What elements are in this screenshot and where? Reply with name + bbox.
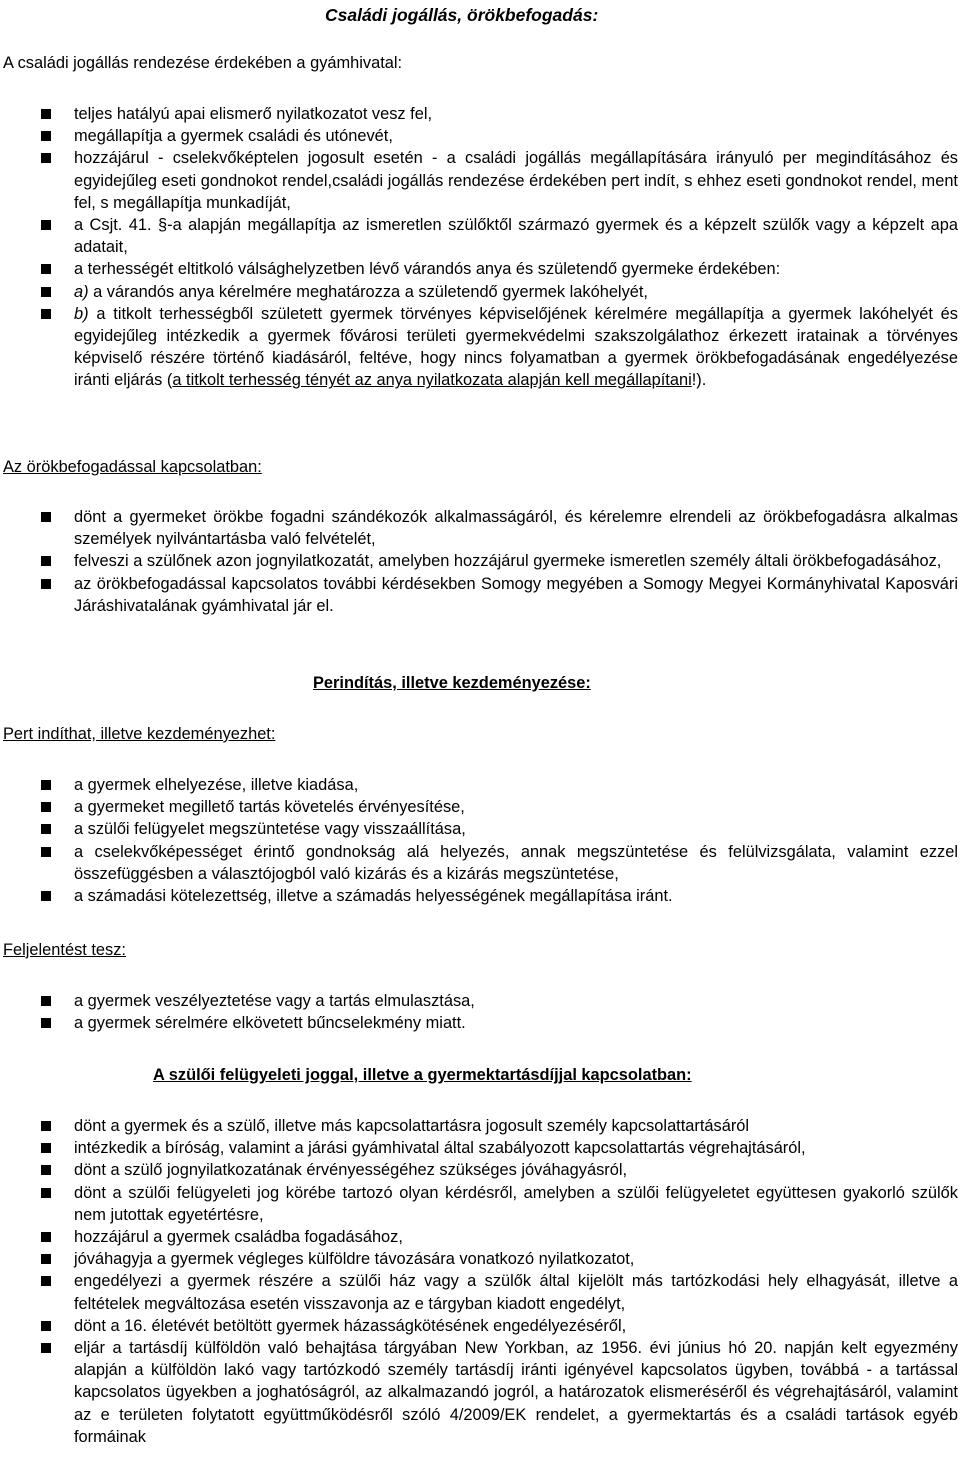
list-item bbox=[0, 1337, 960, 1448]
list-item-text: felveszi a szülőnek azon jognyilatkozatát, amelyben hozzájárul gyermeke ismeretlen személy általi örökbefogadásához, bbox=[74, 552, 942, 571]
bullet-icon bbox=[41, 1018, 51, 1028]
bullet-icon bbox=[41, 264, 51, 274]
section5-title: A szülői felügyeleti joggal, illetve a gyermektartásdíjjal kapcsolatban: bbox=[153, 1066, 692, 1084]
list-item-text: megállapítja a gyermek családi és utónevét, bbox=[74, 127, 393, 146]
bullet-icon bbox=[41, 847, 51, 857]
section3-title: Perindítás, illetve kezdeményezése: bbox=[313, 674, 591, 692]
list-item-text: dönt a 16. életévét betöltött gyermek házasságkötésének engedélyezéséről, bbox=[74, 1316, 627, 1335]
list-item bbox=[0, 990, 960, 1012]
list-item-text: a titkolt terhességből született gyermek törvényes képviselőjének kérelmére megállapítja a gyermek lakóhelyét és egyidejűleg intézkedik a gyermek fővárosi területi gyermekvédelmi szakszolgálathoz érkezett iratainak a törvényes képviselő részére történő kiadásáról, feltéve, hogy nincs folyamatban a gyermek örökbefogadásának engedélyezése iránti eljárás ( bbox=[74, 304, 958, 390]
section3-list bbox=[0, 774, 960, 907]
list-item-text: teljes hatályú apai elismerő nyilatkozatot vesz fel, bbox=[74, 105, 433, 123]
list-item-text: hozzájárul a gyermek családba fogadásához, bbox=[74, 1228, 403, 1247]
bullet-icon bbox=[41, 512, 51, 522]
bullet-icon bbox=[41, 1254, 51, 1264]
bullet-icon bbox=[41, 556, 51, 566]
section2-heading: Az örökbefogadással kapcsolatban: bbox=[3, 458, 262, 476]
list-item-text: a gyermek sérelmére elkövetett bűncselekmény miatt. bbox=[74, 1014, 466, 1033]
list-item-text: a várandós anya kérelmére meghatározza a születendő gyermek lakóhelyét, bbox=[88, 282, 648, 301]
bullet-icon bbox=[41, 996, 51, 1006]
list-item-text: a terhességét eltitkoló válsághelyzetben lévő várandós anya és születendő gyermeke érdekében: bbox=[74, 260, 781, 279]
list-item bbox=[0, 303, 960, 392]
bullet-icon bbox=[41, 891, 51, 901]
list-item bbox=[0, 1226, 960, 1248]
list-item-text: a cselekvőképességet érintő gondnokság alá helyezés, annak megszüntetése és felülvizsgálata, valamint ezzel összefüggésben a választójogból való kizárás és a kizárás megszüntetése, bbox=[74, 842, 958, 883]
bullet-icon bbox=[41, 780, 51, 790]
list-item bbox=[0, 281, 960, 303]
section3-heading: Pert indíthat, illetve kezdeményezhet: bbox=[3, 725, 276, 743]
list-item bbox=[0, 796, 960, 818]
section2-list bbox=[0, 506, 960, 617]
list-item-text: jóváhagyja a gyermek végleges külföldre távozására vonatkozó nyilatkozatot, bbox=[74, 1250, 635, 1269]
list-item bbox=[0, 841, 960, 885]
section5-list bbox=[0, 1115, 960, 1448]
list-item bbox=[0, 1315, 960, 1337]
bullet-icon bbox=[41, 824, 51, 834]
list-item bbox=[0, 258, 960, 280]
section1-list bbox=[0, 103, 960, 392]
list-item-text: az örökbefogadással kapcsolatos további kérdésekben Somogy megyében a Somogy Megyei Kormányhivatal Kaposvári Járáshivatalának gyámhivatal jár el. bbox=[74, 574, 958, 615]
list-item bbox=[0, 1182, 960, 1226]
bullet-icon bbox=[41, 1165, 51, 1175]
list-item bbox=[0, 103, 960, 125]
list-item bbox=[0, 1137, 960, 1159]
bullet-icon bbox=[41, 1343, 51, 1353]
list-item-text: a számadási kötelezettség, illetve a számadás helyességének megállapítása iránt. bbox=[74, 887, 673, 906]
bullet-icon bbox=[41, 220, 51, 230]
bullet-icon bbox=[41, 1121, 51, 1131]
list-item-text-end: !). bbox=[691, 371, 707, 390]
list-item-text: hozzájárul - cselekvőképtelen jogosult esetén - a családi jogállás megállapítására irányuló per megindításához és egyidejűleg eseti gondnokot rendel,családi jogállás rendezése érdekében pert indít, s ehhez eseti gondnokot rendel, ment fel, s megállapítja munkadíját, bbox=[74, 149, 958, 212]
bullet-icon bbox=[41, 1276, 51, 1286]
bullet-icon bbox=[41, 287, 51, 297]
list-item-text: a gyermek elhelyezése, illetve kiadása, bbox=[74, 776, 359, 794]
list-item-text: engedélyezi a gyermek részére a szülői ház vagy a szülők által kijelölt más tartózkodási hely elhagyását, illetve a feltételek megváltozása esetén visszavonja az e tárgyban kiadott engedélyt, bbox=[74, 1272, 958, 1313]
list-item-text: a gyermek veszélyeztetése vagy a tartás elmulasztása, bbox=[74, 992, 475, 1010]
list-item bbox=[0, 1270, 960, 1314]
list-item bbox=[0, 550, 960, 572]
list-item bbox=[0, 506, 960, 550]
list-item-text: a szülői felügyelet megszüntetése vagy visszaállítása, bbox=[74, 820, 466, 839]
section1-heading: A családi jogállás rendezése érdekében a gyámhivatal: bbox=[3, 54, 403, 72]
list-item bbox=[0, 147, 960, 214]
item-a-label: a) bbox=[74, 282, 89, 301]
bullet-icon bbox=[41, 131, 51, 141]
list-item-text: dönt a gyermeket örökbe fogadni szándékozók alkalmasságáról, és kérelemre elrendeli az örökbefogadásra alkalmas személyek nyilvántartásba való felvételét, bbox=[74, 508, 958, 549]
list-item bbox=[0, 1012, 960, 1034]
list-item-text: a gyermeket megillető tartás követelés érvényesítése, bbox=[74, 798, 465, 817]
list-item-text: eljár a tartásdíj külföldön való behajtása tárgyában New Yorkban, az 1956. évi június hó 20. napján kelt egyezmény alapján a külföldön lakó vagy tartózkodó személy tartásdíj iránti igényével kapcsolatos ügyben, továbbá - a tartással kapcsolatos ügyekben a joghatóságról, az alkalmazandó jogról, a határozatok elismeréséről és végrehajtásáról, valamint az e területen folytatott együttműködésről szóló 4/2009/EK rendelet, a gyermektartás és a családi tartások egyéb formáinak bbox=[74, 1339, 958, 1446]
list-item-text: a Csjt. 41. §-a alapján megállapítja az ismeretlen szülőktől származó gyermek és a képzelt szülők vagy a képzelt apa adatait, bbox=[74, 216, 958, 257]
list-item bbox=[0, 1159, 960, 1181]
item-b-label: b) bbox=[74, 304, 89, 323]
bullet-icon bbox=[41, 109, 51, 119]
list-item bbox=[0, 214, 960, 258]
bullet-icon bbox=[41, 802, 51, 812]
document-title: Családi jogállás, örökbefogadás: bbox=[325, 5, 599, 25]
bullet-icon bbox=[41, 1143, 51, 1153]
list-item-text: dönt a gyermek és a szülő, illetve más kapcsolattartásra jogosult személy kapcsolattartásáról bbox=[74, 1117, 750, 1135]
underlined-note: a titkolt terhesség tényét az anya nyilatkozata alapján kell megállapítani bbox=[172, 371, 692, 390]
list-item bbox=[0, 774, 960, 796]
list-item bbox=[0, 1115, 960, 1137]
section4-list bbox=[0, 990, 960, 1034]
list-item-text: dönt a szülő jognyilatkozatának érvényességéhez szükséges jóváhagyásról, bbox=[74, 1161, 628, 1180]
list-item-text: intézkedik a bíróság, valamint a járási gyámhivatal által szabályozott kapcsolattartás végrehajtásáról, bbox=[74, 1139, 806, 1158]
bullet-icon bbox=[41, 1232, 51, 1242]
list-item-text: dönt a szülői felügyeleti jog körébe tartozó olyan kérdésről, amelyben a szülői felügyeletet együttesen gyakorló szülők nem jutottak egyetértésre, bbox=[74, 1183, 958, 1224]
bullet-icon bbox=[41, 153, 51, 163]
bullet-icon bbox=[41, 1321, 51, 1331]
bullet-icon bbox=[41, 309, 51, 319]
list-item bbox=[0, 573, 960, 617]
bullet-icon bbox=[41, 1188, 51, 1198]
list-item bbox=[0, 1248, 960, 1270]
list-item bbox=[0, 885, 960, 907]
list-item bbox=[0, 125, 960, 147]
bullet-icon bbox=[41, 579, 51, 589]
section4-heading: Feljelentést tesz: bbox=[3, 941, 126, 959]
list-item bbox=[0, 818, 960, 840]
